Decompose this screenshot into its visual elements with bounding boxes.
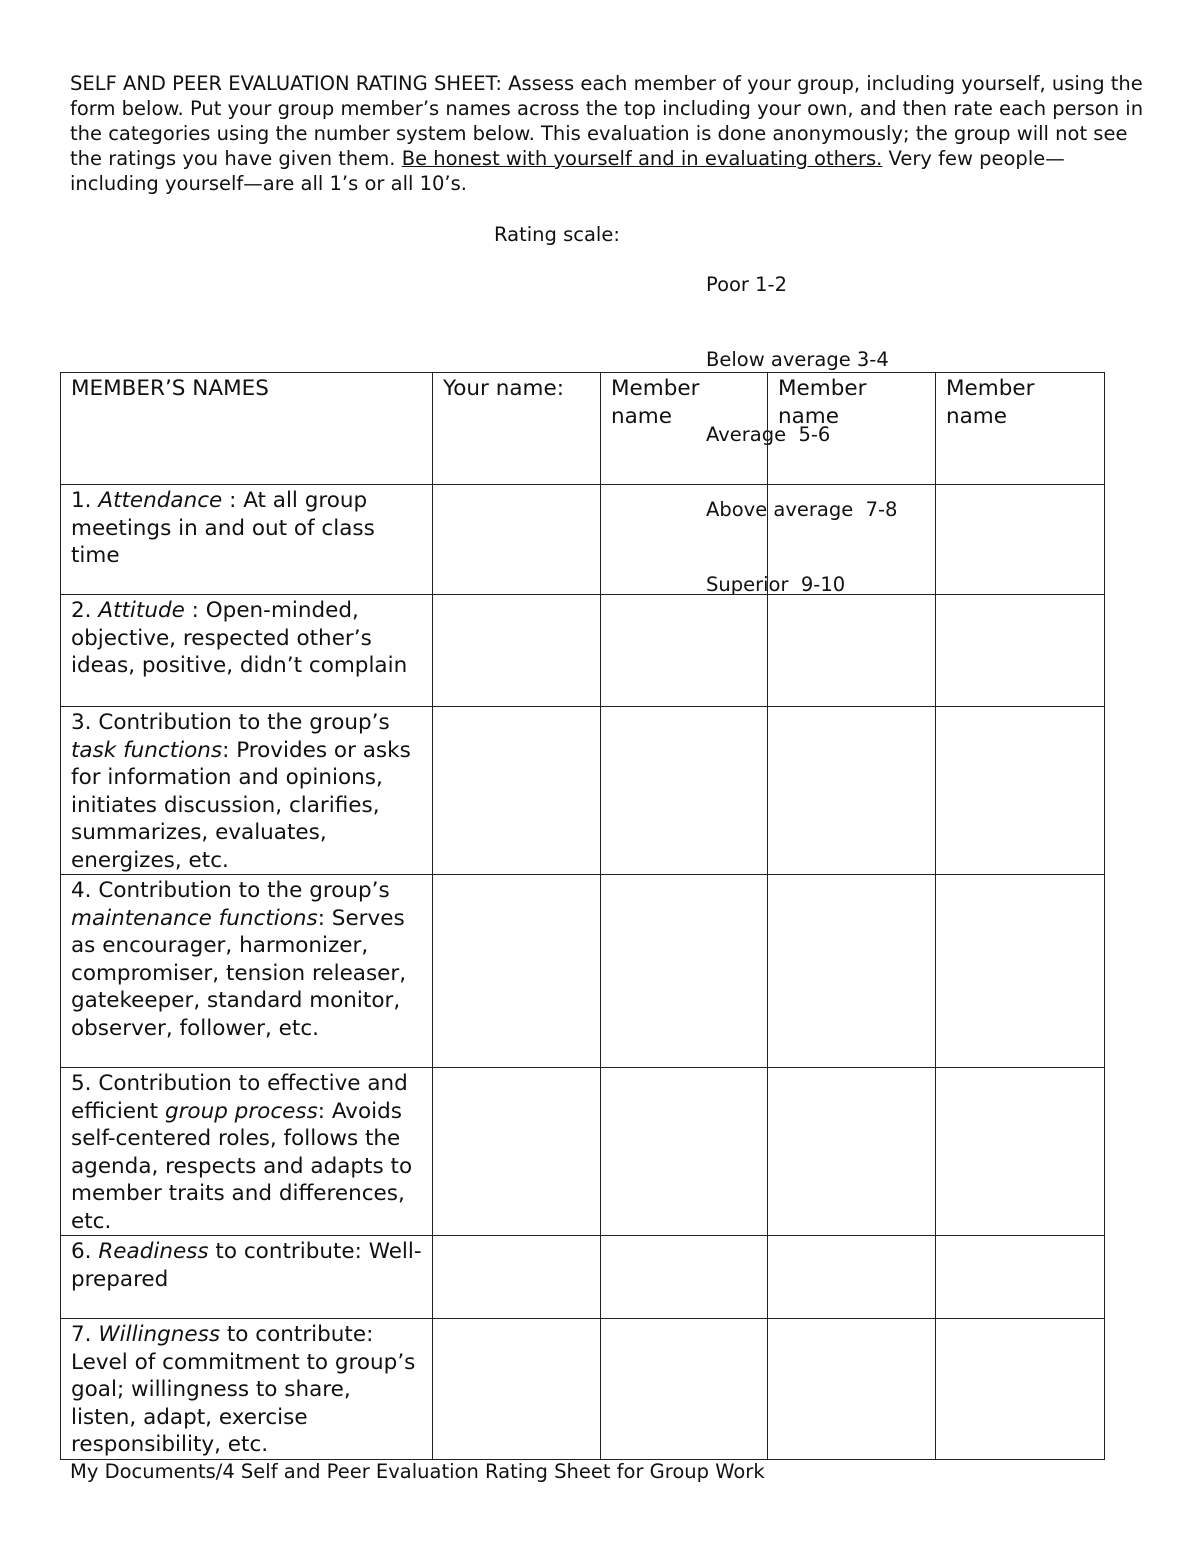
rating-cell[interactable] [601, 1236, 768, 1319]
instructions-lead: SELF AND PEER EVALUATION RATING SHEET: Assess each member of your group, including yourself, using the form below. Put your group member’s names across the top including your own, and then rate each person in the categories using the number system below. This evaluation is done anonymously; the group will not see the ratings you have given them. [70, 72, 1144, 170]
rating-cell[interactable] [768, 595, 936, 707]
rating-cell[interactable] [433, 485, 601, 595]
rating-cell[interactable] [768, 1236, 936, 1319]
rating-level-above-average: Above average 7-8 [706, 498, 898, 521]
criterion-number: 1. [71, 488, 99, 513]
rating-cell[interactable] [768, 707, 936, 875]
rating-level-superior: Superior 9-10 [706, 573, 846, 596]
criterion-label [61, 1068, 433, 1236]
criterion-term: maintenance functions [71, 905, 318, 931]
criterion-term: group process [164, 1098, 318, 1124]
criterion-row-task-functions [61, 707, 1105, 875]
criterion-description: : Serves as encourager, harmonizer, compromiser, tension releaser, gatekeeper, standard monitor, observer, follower, etc. [71, 905, 407, 1041]
criterion-row-willingness [61, 1319, 1105, 1460]
rating-cell[interactable] [433, 595, 601, 707]
header-member-name[interactable]: Member name [601, 373, 768, 485]
criterion-term: Attendance [98, 488, 223, 513]
rating-cell[interactable] [433, 875, 601, 1068]
instructions-paragraph [70, 71, 1145, 196]
criterion-number: 4. Contribution to the group’s [71, 878, 390, 903]
rating-level-poor: Poor 1-2 [706, 273, 787, 296]
rating-cell[interactable] [433, 1236, 601, 1319]
rating-cell[interactable] [936, 595, 1105, 707]
criterion-row-attitude [61, 595, 1105, 707]
header-member-names: MEMBER’S NAMES [61, 373, 433, 485]
rating-cell[interactable] [936, 1319, 1105, 1460]
rating-scale-label: Rating scale: [494, 223, 620, 246]
header-your-name[interactable]: Your name: [433, 373, 601, 485]
criterion-number: 3. Contribution to the group’s [71, 710, 390, 735]
criterion-row-group-process [61, 1068, 1105, 1236]
rating-cell[interactable] [936, 485, 1105, 595]
criterion-description: to contribute: Well-prepared [71, 1239, 422, 1292]
rating-cell[interactable] [601, 707, 768, 875]
rating-cell[interactable] [601, 1068, 768, 1236]
criterion-row-attendance [61, 485, 1105, 595]
rating-level-below-average: Below average 3-4 [706, 348, 889, 371]
criterion-row-readiness [61, 1236, 1105, 1319]
rating-cell[interactable] [601, 595, 768, 707]
criterion-description: : Avoids self-centered roles, follows the agenda, respects and adapts to member traits and differences, etc. [71, 1098, 413, 1234]
criterion-label [61, 595, 433, 707]
criterion-number: 5. Contribution to effective and efficient [71, 1071, 408, 1124]
rating-level-average: Average 5-6 [706, 423, 831, 446]
instructions [70, 71, 1145, 196]
criterion-label [61, 1236, 433, 1319]
rating-cell[interactable] [768, 875, 936, 1068]
criterion-number: 2. [71, 598, 99, 623]
header-member-name[interactable]: Member name [936, 373, 1105, 485]
header-row [61, 373, 1105, 485]
rating-cell[interactable] [936, 875, 1105, 1068]
criterion-term: task functions [71, 737, 223, 763]
header-member-name[interactable]: Member name [768, 373, 936, 485]
criterion-description: : At all group meetings in and out of class time [71, 488, 375, 568]
instructions-tail: Very few people—including yourself—are all 1’s or all 10’s. [70, 147, 1065, 195]
rating-cell[interactable] [768, 485, 936, 595]
rating-cell[interactable] [936, 1236, 1105, 1319]
rating-cell[interactable] [601, 1319, 768, 1460]
criterion-term: Willingness [98, 1322, 221, 1347]
criterion-label [61, 707, 433, 875]
rating-cell[interactable] [433, 707, 601, 875]
rating-cell[interactable] [433, 1319, 601, 1460]
instructions-emphasis: Be honest with yourself and in evaluating others. [401, 147, 883, 170]
criterion-label [61, 485, 433, 595]
footer-document-path: My Documents/4 Self and Peer Evaluation Rating Sheet for Group Work [70, 1460, 765, 1483]
rating-cell[interactable] [601, 875, 768, 1068]
criterion-term: Attitude [98, 598, 185, 623]
rating-cell[interactable] [768, 1068, 936, 1236]
rating-cell[interactable] [936, 707, 1105, 875]
criterion-row-maintenance-functions [61, 875, 1105, 1068]
rating-cell[interactable] [768, 1319, 936, 1460]
criterion-number: 6. [71, 1239, 99, 1264]
evaluation-table [60, 372, 1105, 1460]
criterion-description: to contribute: Level of commitment to group’s goal; willingness to share, listen, adapt, exercise responsibility, etc. [71, 1322, 416, 1457]
rating-cell[interactable] [601, 485, 768, 595]
criterion-label [61, 1319, 433, 1460]
criterion-term: Readiness [98, 1239, 209, 1264]
criterion-description: : Open-minded, objective, respected other’s ideas, positive, didn’t complain [71, 598, 408, 678]
criterion-description: : Provides or asks for information and opinions, initiates discussion, clarifies, summarizes, evaluates, energizes, etc. [71, 737, 411, 873]
rating-cell[interactable] [936, 1068, 1105, 1236]
criterion-number: 7. [71, 1322, 99, 1347]
criterion-label [61, 875, 433, 1068]
rating-cell[interactable] [433, 1068, 601, 1236]
